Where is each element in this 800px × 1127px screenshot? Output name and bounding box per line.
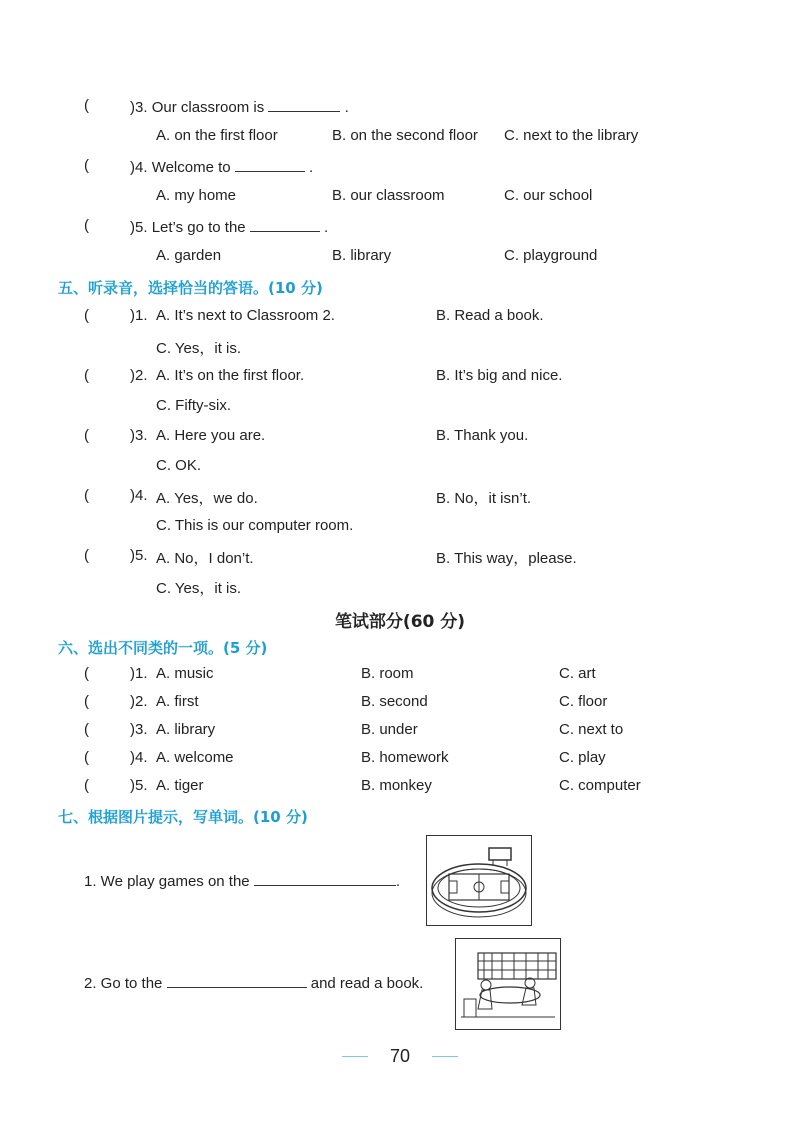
question-number: )3. [130,427,148,444]
option-c: C. OK. [156,457,202,474]
answer-paren[interactable]: ( [84,157,89,174]
answer-paren[interactable]: ( [84,777,89,794]
answer-paren[interactable]: ( [84,693,89,710]
option-a: A. on the first floor [156,127,278,144]
fill-sentence: 2. Go to the and read a book. [84,975,424,992]
question-number: )2. [130,367,148,384]
footer-rule-left [342,1056,368,1057]
question-number: )4. [130,487,148,504]
option-b: B. monkey [361,777,432,794]
page-footer [0,1046,800,1067]
section-7-title: 七、根据图片提示，写单词。(10 分) [58,808,308,826]
option-b: B. library [332,247,392,264]
option-a: A. music [156,665,214,682]
written-part-title: 笔试部分(60 分) [334,612,466,632]
section-6-title: 六、选出不同类的一项。(5 分) [58,639,268,657]
answer-blank[interactable] [250,217,320,232]
playground-picture [426,835,532,926]
library-icon [456,939,560,1029]
question-number: )1. [130,307,148,324]
option-b: B. No，it isn’t. [436,490,532,507]
answer-blank[interactable] [167,973,307,988]
option-c: C. floor [559,693,608,710]
option-c: C. Yes，it is. [156,340,242,357]
option-c: C. play [559,749,606,766]
option-b: B. room [361,665,414,682]
question-number: )2. [130,693,148,710]
answer-paren[interactable]: ( [84,487,89,504]
option-c: C. next to the library [504,127,639,144]
option-a: A. Here you are. [156,427,266,444]
answer-paren[interactable]: ( [84,217,89,234]
option-b: B. This way，please. [436,550,577,567]
option-c: C. playground [504,247,598,264]
question-number: )3. [130,721,148,738]
fill-sentence: 1. We play games on the . [84,873,400,890]
answer-paren[interactable]: ( [84,665,89,682]
option-c: C. art [559,665,596,682]
option-b: B. homework [361,749,449,766]
option-c: C. computer [559,777,641,794]
section-5-title: 五、听录音，选择恰当的答语。(10 分) [58,279,323,297]
answer-paren[interactable]: ( [84,547,89,564]
option-a: A. garden [156,247,222,264]
question-stem: )5. Let’s go to the . [130,219,329,236]
option-b: B. Thank you. [436,427,529,444]
question-number: )5. [130,547,148,564]
page-number: 70 [389,1046,411,1066]
option-a: A. my home [156,187,237,204]
option-a: A. tiger [156,777,204,794]
answer-paren[interactable]: ( [84,367,89,384]
option-c: C. Yes，it is. [156,580,242,597]
question-stem: )4. Welcome to . [130,159,314,176]
option-b: B. It’s big and nice. [436,367,563,384]
option-b: B. under [361,721,418,738]
answer-paren[interactable]: ( [84,749,89,766]
answer-paren[interactable]: ( [84,307,89,324]
answer-blank[interactable] [268,97,340,112]
answer-paren[interactable]: ( [84,427,89,444]
answer-paren[interactable]: ( [84,97,89,114]
answer-paren[interactable]: ( [84,721,89,738]
question-stem: )3. Our classroom is . [130,99,349,116]
option-b: B. on the second floor [332,127,478,144]
option-a: A. It’s on the first floor. [156,367,305,384]
footer-rule-right [432,1056,458,1057]
option-a: A. welcome [156,749,234,766]
option-c: C. our school [504,187,593,204]
option-b: B. our classroom [332,187,445,204]
option-b: B. second [361,693,428,710]
option-c: C. next to [559,721,624,738]
option-a: A. No，I don’t. [156,550,254,567]
option-a: A. Yes，we do. [156,490,258,507]
question-number: )1. [130,665,148,682]
question-number: )5. [130,777,148,794]
option-a: A. library [156,721,216,738]
option-b: B. Read a book. [436,307,544,324]
option-c: C. This is our computer room. [156,517,354,534]
playground-icon [427,836,531,925]
question-number: )4. [130,749,148,766]
option-c: C. Fifty-six. [156,397,231,414]
answer-blank[interactable] [254,871,396,886]
library-picture [455,938,561,1030]
option-a: A. It’s next to Classroom 2. [156,307,335,324]
option-a: A. first [156,693,199,710]
answer-blank[interactable] [235,157,305,172]
